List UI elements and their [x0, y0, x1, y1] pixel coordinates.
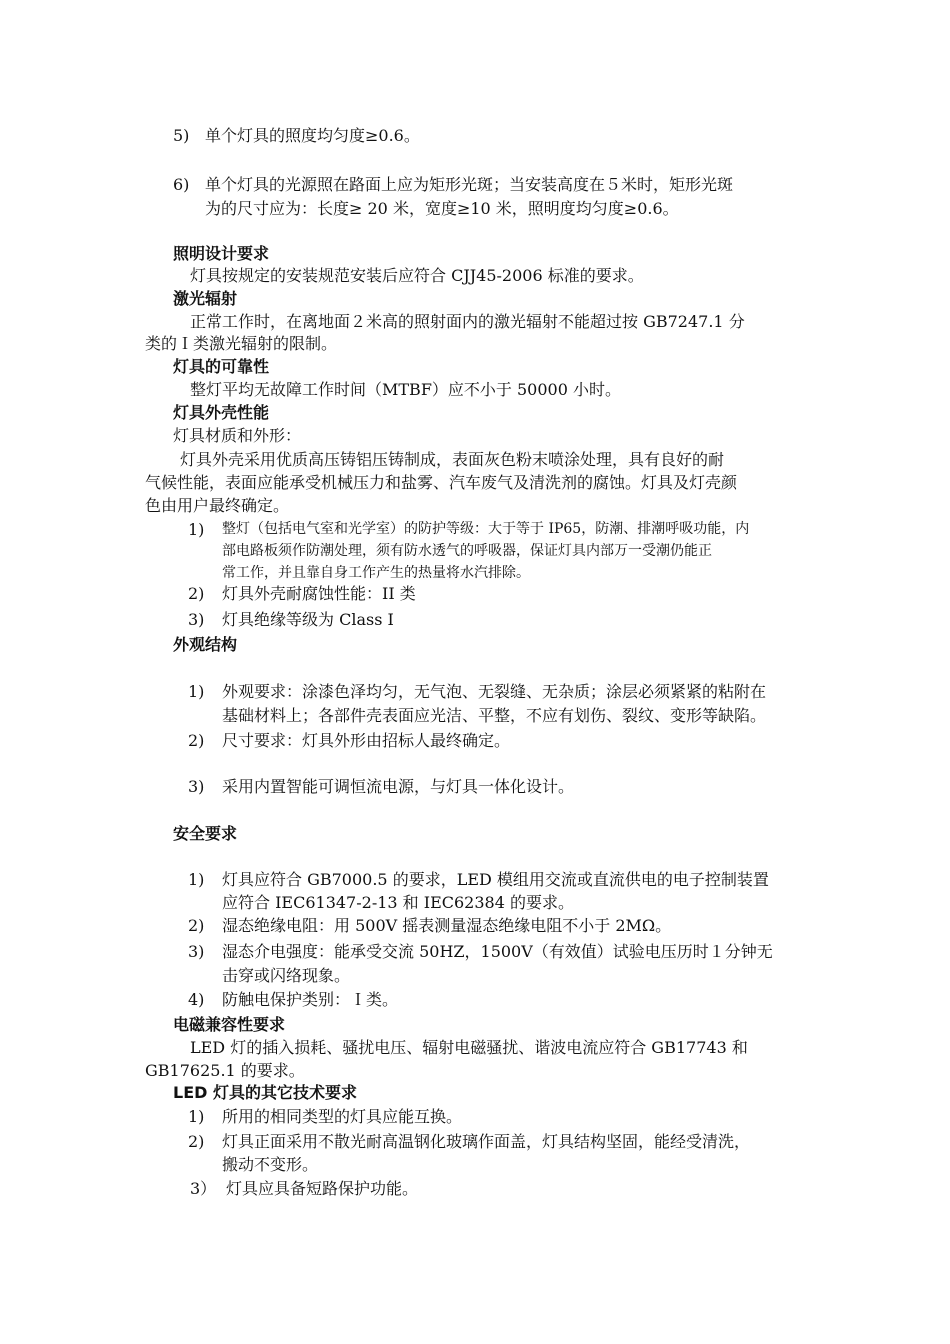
- list-number: 6): [173, 175, 190, 194]
- list-number: 1): [188, 870, 205, 889]
- list-item-text: 灯具正面采用不散光耐高温钢化玻璃作面盖，灯具结构坚固，能经受清洗，: [222, 1132, 751, 1151]
- section-heading-appearance: 外观结构: [173, 635, 238, 654]
- list-number: 2): [188, 916, 205, 935]
- list-item-text: 灯具绝缘等级为 Class I: [222, 610, 394, 629]
- housing-paragraph: 灯具外壳采用优质高压铸铝压铸制成，表面灰色粉末喷涂处理，具有良好的耐: [180, 450, 725, 469]
- list-item-text: 常工作，并且靠自身工作产生的热量将水汽排除。: [222, 565, 530, 581]
- list-number: 4): [188, 990, 205, 1009]
- list-item-text: 应符合 IEC61347-2-13 和 IEC62384 的要求。: [222, 893, 574, 912]
- section-heading-other: LED 灯具的其它技术要求: [173, 1083, 357, 1102]
- list-item-text: 尺寸要求：灯具外形由招标人最终确定。: [222, 731, 511, 750]
- laser-text: 正常工作时，在离地面２米高的照射面内的激光辐射不能超过按 GB7247.1 分: [190, 312, 745, 331]
- list-number: 3): [188, 777, 205, 796]
- list-item-text: 为的尺寸应为：长度≥ 20 米，宽度≥10 米，照明度均匀度≥0.6。: [205, 199, 679, 218]
- section-heading-reliability: 灯具的可靠性: [173, 357, 270, 376]
- list-item-text: 防触电保护类别：Ｉ类。: [222, 990, 399, 1009]
- list-number: 2): [188, 584, 205, 603]
- list-number: 1): [188, 1107, 205, 1126]
- list-number: 1): [188, 682, 205, 701]
- laser-text: 类的Ｉ类激光辐射的限制。: [145, 334, 338, 353]
- list-number: 3): [188, 610, 205, 629]
- list-item-text: 外观要求：涂漆色泽均匀，无气泡、无裂缝、无杂质；涂层必须紧紧的粘附在: [222, 682, 767, 701]
- list-item-text: 单个灯具的照度均匀度≥0.6。: [205, 126, 420, 145]
- list-item-text: 所用的相同类型的灯具应能互换。: [222, 1107, 463, 1126]
- emc-text: LED 灯的插入损耗、骚扰电压、辐射电磁骚扰、谐波电流应符合 GB17743 和: [190, 1038, 748, 1057]
- list-item-text: 湿态绝缘电阻：用 500V 摇表测量湿态绝缘电阻不小于 2MΩ。: [222, 916, 672, 935]
- list-number: 1): [188, 520, 205, 539]
- section-heading-lighting: 照明设计要求: [173, 244, 270, 263]
- list-number: 2): [188, 731, 205, 750]
- list-item-text: 湿态介电强度：能承受交流 50HZ，1500V（有效值）试验电压历时１分钟无: [222, 942, 773, 961]
- list-item-text: 整灯（包括电气室和光学室）的防护等级：大于等于 IP65，防潮、排潮呼吸功能，内: [222, 521, 750, 537]
- lighting-text: 灯具按规定的安装规范安装后应符合 CJJ45-2006 标准的要求。: [190, 266, 644, 285]
- emc-text: GB17625.1 的要求。: [145, 1061, 305, 1080]
- housing-paragraph: 气候性能，表面应能承受机械压力和盐雾、汽车废气及清洗剂的腐蚀。灯具及灯壳颜: [145, 473, 738, 492]
- section-heading-safety: 安全要求: [173, 824, 238, 843]
- list-number: 3): [188, 942, 205, 961]
- list-item-text: 部电路板须作防潮处理，须有防水透气的呼吸器，保证灯具内部万一受潮仍能正: [222, 543, 712, 559]
- reliability-text: 整灯平均无故障工作时间（MTBF）应不小于 50000 小时。: [190, 380, 621, 399]
- list-number: 2): [188, 1132, 205, 1151]
- list-number: 3）: [190, 1179, 217, 1198]
- list-item-text: 灯具应具备短路保护功能。: [226, 1179, 419, 1198]
- list-number: 5): [173, 126, 190, 145]
- housing-paragraph: 色由用户最终确定。: [145, 496, 290, 515]
- section-heading-emc: 电磁兼容性要求: [173, 1015, 286, 1034]
- section-heading-laser: 激光辐射: [173, 289, 238, 308]
- list-item-text: 灯具外壳耐腐蚀性能：II 类: [222, 584, 416, 603]
- list-item-text: 单个灯具的光源照在路面上应为矩形光斑；当安装高度在５米时，矩形光斑: [205, 175, 734, 194]
- list-item-text: 采用内置智能可调恒流电源，与灯具一体化设计。: [222, 777, 575, 796]
- list-item-text: 基础材料上；各部件壳表面应光洁、平整，不应有划伤、裂纹、变形等缺陷。: [222, 706, 767, 725]
- list-item-text: 击穿或闪络现象。: [222, 966, 351, 985]
- housing-subheading: 灯具材质和外形：: [173, 426, 302, 445]
- list-item-text: 搬动不变形。: [222, 1155, 319, 1174]
- section-heading-housing: 灯具外壳性能: [173, 403, 270, 422]
- list-item-text: 灯具应符合 GB7000.5 的要求，LED 模组用交流或直流供电的电子控制装置: [222, 870, 769, 889]
